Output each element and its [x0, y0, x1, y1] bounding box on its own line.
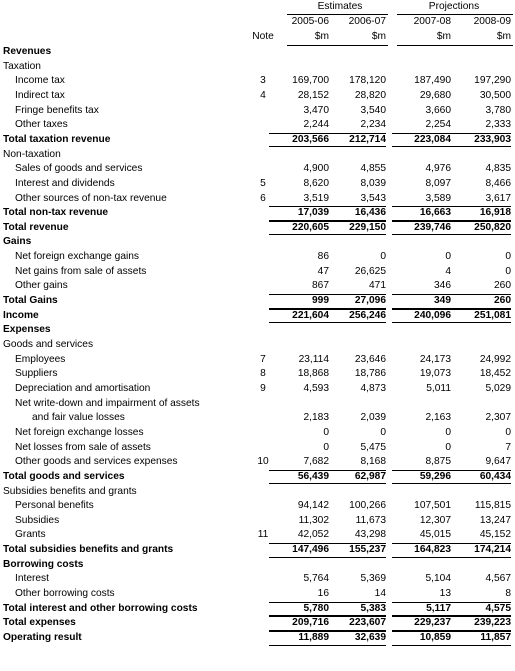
row-value: 471 [369, 280, 386, 292]
row-label: Total expenses [3, 617, 76, 629]
row-value: 239,223 [451, 616, 511, 631]
row-value: 5,029 [485, 382, 511, 394]
row-value: 233,903 [451, 133, 511, 148]
row-value: 7,682 [303, 456, 329, 468]
row-note: 5 [260, 177, 266, 189]
row-value: 4,873 [360, 382, 386, 394]
row-label: Personal benefits [15, 500, 94, 512]
row-value: 23,646 [354, 353, 386, 365]
section-heading-row [0, 45, 515, 60]
row-value: 4,593 [303, 382, 329, 394]
row-value: 2,333 [485, 119, 511, 131]
table-row [0, 514, 515, 529]
total-row [0, 616, 515, 631]
row-label: Total revenue [3, 221, 69, 233]
table-row [0, 528, 515, 543]
row-value: 4,567 [485, 573, 511, 585]
unit-header: $m [314, 31, 329, 42]
row-value: 9,647 [485, 456, 511, 468]
row-value: 14 [374, 588, 386, 600]
row-value: 4,575 [451, 602, 511, 617]
row-value: 5,369 [360, 573, 386, 585]
row-value: 42,052 [297, 529, 329, 541]
row-value: 16 [317, 588, 329, 600]
row-note: 11 [257, 529, 269, 541]
row-label: Sales of goods and services [15, 163, 143, 175]
row-value: 256,246 [329, 309, 386, 324]
row-value: 29,680 [419, 89, 451, 101]
row-value: 0 [380, 426, 386, 438]
row-value: 349 [392, 294, 451, 309]
row-value: 4,976 [425, 163, 451, 175]
row-label: Borrowing costs [3, 558, 84, 570]
row-value: 250,820 [451, 221, 511, 236]
row-label: Non-taxation [3, 148, 61, 160]
unit-header: $m [371, 31, 386, 42]
table-row [0, 250, 515, 265]
row-value: 12,307 [419, 514, 451, 526]
table-row [0, 572, 515, 587]
total-row [0, 206, 515, 221]
table-row [0, 367, 515, 382]
row-note: 9 [260, 382, 266, 394]
estimates-header: Estimates [317, 1, 363, 12]
row-label: Net foreign exchange gains [15, 251, 140, 263]
row-value: 45,152 [479, 529, 511, 541]
row-value: 3,519 [303, 192, 329, 204]
row-value: 43,298 [354, 529, 386, 541]
row-value: 32,639 [329, 631, 386, 646]
row-value: 229,237 [392, 616, 451, 631]
row-value: 13,247 [479, 514, 511, 526]
row-note: 3 [260, 75, 266, 87]
row-value: 8,620 [303, 177, 329, 189]
table-row [0, 411, 515, 426]
row-value: 3,470 [303, 104, 329, 116]
row-value: 5,780 [269, 602, 329, 617]
section-heading-row [0, 558, 515, 573]
row-note: 7 [260, 353, 266, 365]
total-row [0, 309, 515, 324]
row-value: 59,296 [392, 470, 451, 485]
row-label: Grants [15, 529, 46, 541]
section-heading-row [0, 323, 515, 338]
total-row [0, 602, 515, 617]
header-group-row [0, 0, 515, 15]
row-label: Income tax [15, 75, 65, 87]
table-row [0, 279, 515, 294]
row-value: 16,436 [329, 206, 386, 221]
row-label: Expenses [3, 324, 51, 336]
row-label: Income [3, 309, 39, 321]
row-value: 10,859 [392, 631, 451, 646]
row-value: 197,290 [474, 75, 511, 87]
row-value: 221,604 [269, 309, 329, 324]
row-value: 867 [312, 280, 329, 292]
row-value: 23,114 [298, 353, 329, 365]
row-value: 0 [323, 426, 329, 438]
row-value: 18,868 [297, 368, 329, 380]
row-value: 28,152 [297, 89, 329, 101]
row-value: 86 [317, 251, 329, 263]
row-label: Net write-down and impairment of assets [15, 397, 200, 409]
row-value: 8,168 [360, 456, 386, 468]
section-heading-row [0, 338, 515, 353]
row-note: 6 [260, 192, 266, 204]
row-label: Employees [15, 353, 66, 365]
row-value: 260 [451, 294, 511, 309]
row-value: 62,987 [329, 470, 386, 485]
row-label: Operating result [3, 632, 82, 643]
row-label: Total subsidies benefits and grants [3, 544, 174, 556]
row-value: 4 [445, 265, 451, 277]
row-label: Goods and services [3, 339, 94, 350]
row-label: Other borrowing costs [15, 588, 115, 600]
row-value: 2,244 [303, 119, 329, 131]
total-row [0, 221, 515, 236]
header-units-row [0, 30, 515, 45]
row-value: 5,764 [303, 573, 329, 585]
row-value: 18,452 [479, 368, 511, 380]
table-row [0, 192, 515, 207]
row-value: 16,663 [392, 206, 451, 221]
row-value: 220,605 [269, 221, 329, 236]
row-value: 999 [269, 294, 329, 309]
row-note: 10 [257, 456, 269, 468]
row-value: 8,875 [425, 456, 451, 468]
row-value: 2,039 [360, 412, 386, 424]
row-label: Other taxes [15, 119, 68, 131]
row-label: Taxation [3, 60, 41, 72]
unit-header: $m [436, 31, 451, 42]
row-label: Total Gains [3, 295, 58, 307]
table-row [0, 177, 515, 192]
row-value: 5,383 [329, 602, 386, 617]
section-heading-row [0, 235, 515, 250]
total-row [0, 470, 515, 485]
table-row [0, 441, 515, 456]
row-value: 0 [380, 251, 386, 263]
row-label: Net gains from sale of assets [15, 265, 147, 277]
row-label: Net foreign exchange losses [15, 426, 144, 438]
row-value: 8,097 [425, 177, 451, 189]
row-label: Depreciation and amortisation [15, 382, 151, 394]
row-value: 11,302 [298, 514, 329, 526]
row-value: 3,589 [425, 192, 451, 204]
total-row [0, 133, 515, 148]
row-value: 5,104 [425, 573, 451, 585]
row-value: 0 [445, 251, 451, 263]
row-value: 27,096 [329, 294, 386, 309]
section-heading-row [0, 148, 515, 163]
row-label: Revenues [3, 46, 52, 57]
row-value: 187,490 [414, 75, 451, 87]
row-value: 223,084 [392, 133, 451, 148]
row-label: Total interest and other borrowing costs [3, 602, 198, 614]
section-heading-row [0, 485, 515, 500]
total-row [0, 631, 515, 646]
total-row [0, 294, 515, 309]
unit-header: $m [496, 31, 511, 42]
row-value: 100,266 [349, 500, 386, 512]
table-row [0, 499, 515, 514]
table-row [0, 455, 515, 470]
row-label: Interest and dividends [15, 177, 115, 189]
row-value: 7 [505, 441, 511, 453]
note-header: Note [252, 31, 274, 42]
row-value: 94,142 [297, 500, 329, 512]
row-value: 5,475 [360, 441, 386, 453]
row-value: 3,780 [485, 104, 511, 116]
row-value: 30,500 [479, 89, 511, 101]
row-value: 178,120 [349, 75, 386, 87]
row-value: 239,746 [392, 221, 451, 236]
row-value: 4,835 [485, 163, 511, 175]
row-value: 8 [505, 588, 511, 600]
row-value: 56,439 [269, 470, 329, 485]
row-label: Indirect tax [15, 89, 65, 101]
row-value: 107,501 [414, 500, 451, 512]
row-label: and fair value losses [32, 412, 125, 424]
row-value: 2,254 [425, 119, 451, 131]
row-value: 3,660 [425, 104, 451, 116]
projections-header: Projections [428, 1, 480, 12]
row-value: 115,815 [474, 500, 511, 512]
row-value: 229,150 [329, 221, 386, 236]
row-value: 0 [323, 441, 329, 453]
row-value: 19,073 [419, 368, 451, 380]
row-value: 0 [445, 426, 451, 438]
table-row [0, 397, 515, 412]
row-value: 11,673 [355, 514, 386, 526]
row-value: 174,214 [451, 543, 511, 558]
row-value: 260 [494, 280, 511, 292]
row-value: 4,855 [360, 163, 386, 175]
table-row [0, 426, 515, 441]
total-row [0, 543, 515, 558]
row-value: 16,918 [451, 206, 511, 221]
row-note: 4 [260, 89, 266, 101]
row-value: 3,617 [485, 192, 511, 204]
row-label: Other sources of non-tax revenue [15, 192, 167, 204]
row-label: Subsidies [15, 514, 60, 526]
row-value: 45,015 [419, 529, 451, 541]
row-label: Total non-tax revenue [3, 207, 109, 219]
row-value: 147,496 [269, 543, 329, 558]
table-row [0, 382, 515, 397]
table-row [0, 265, 515, 280]
row-value: 5,117 [392, 602, 451, 617]
table-row [0, 353, 515, 368]
row-value: 2,183 [303, 412, 329, 424]
row-value: 4,900 [303, 163, 329, 175]
row-label: Fringe benefits tax [15, 104, 99, 116]
row-value: 2,234 [360, 119, 386, 131]
row-value: 0 [505, 426, 511, 438]
row-value: 24,992 [479, 353, 511, 365]
row-value: 155,237 [329, 543, 386, 558]
row-note: 8 [260, 368, 266, 380]
row-value: 60,434 [451, 470, 511, 485]
row-label: Interest [15, 573, 49, 585]
row-value: 0 [445, 441, 451, 453]
row-value: 209,716 [269, 616, 329, 631]
year-header: 2007-08 [413, 16, 451, 27]
row-value: 2,163 [425, 412, 451, 424]
row-value: 18,786 [354, 368, 386, 380]
row-label: Total taxation revenue [3, 133, 111, 145]
row-value: 203,566 [269, 133, 329, 148]
table-row [0, 89, 515, 104]
row-label: Suppliers [15, 368, 58, 380]
row-value: 223,607 [329, 616, 386, 631]
row-value: 17,039 [269, 206, 329, 221]
row-value: 3,540 [360, 104, 386, 116]
row-value: 26,625 [354, 265, 386, 277]
row-value: 3,543 [360, 192, 386, 204]
year-header: 2005-06 [291, 16, 329, 27]
row-value: 8,466 [485, 177, 511, 189]
row-label: Other gains [15, 280, 68, 292]
row-value: 240,096 [392, 309, 451, 324]
row-value: 164,823 [392, 543, 451, 558]
row-value: 13 [439, 588, 451, 600]
row-value: 251,081 [451, 309, 511, 324]
row-label: Subsidies benefits and grants [3, 485, 137, 497]
section-heading-row [0, 60, 515, 75]
row-value: 11,857 [451, 631, 511, 646]
header-years-row [0, 15, 515, 30]
table-row [0, 587, 515, 602]
table-row [0, 118, 515, 133]
year-header: 2008-09 [473, 16, 511, 27]
row-value: 212,714 [329, 133, 386, 148]
row-value: 24,173 [419, 353, 451, 365]
row-value: 28,820 [354, 89, 386, 101]
row-value: 0 [505, 265, 511, 277]
table-row [0, 162, 515, 177]
row-value: 8,039 [360, 177, 386, 189]
row-value: 5,011 [426, 382, 451, 394]
row-value: 11,889 [269, 631, 329, 646]
table-row [0, 104, 515, 119]
row-value: 47 [317, 265, 329, 277]
row-label: Net losses from sale of assets [15, 441, 151, 453]
row-label: Other goods and services expenses [15, 456, 178, 468]
year-header: 2006-07 [348, 16, 386, 27]
table-row [0, 74, 515, 89]
row-value: 0 [505, 251, 511, 263]
row-value: 169,700 [292, 75, 329, 87]
row-value: 346 [434, 280, 451, 292]
row-label: Gains [3, 236, 32, 248]
row-value: 2,307 [485, 412, 511, 424]
row-label: Total goods and services [3, 470, 125, 482]
